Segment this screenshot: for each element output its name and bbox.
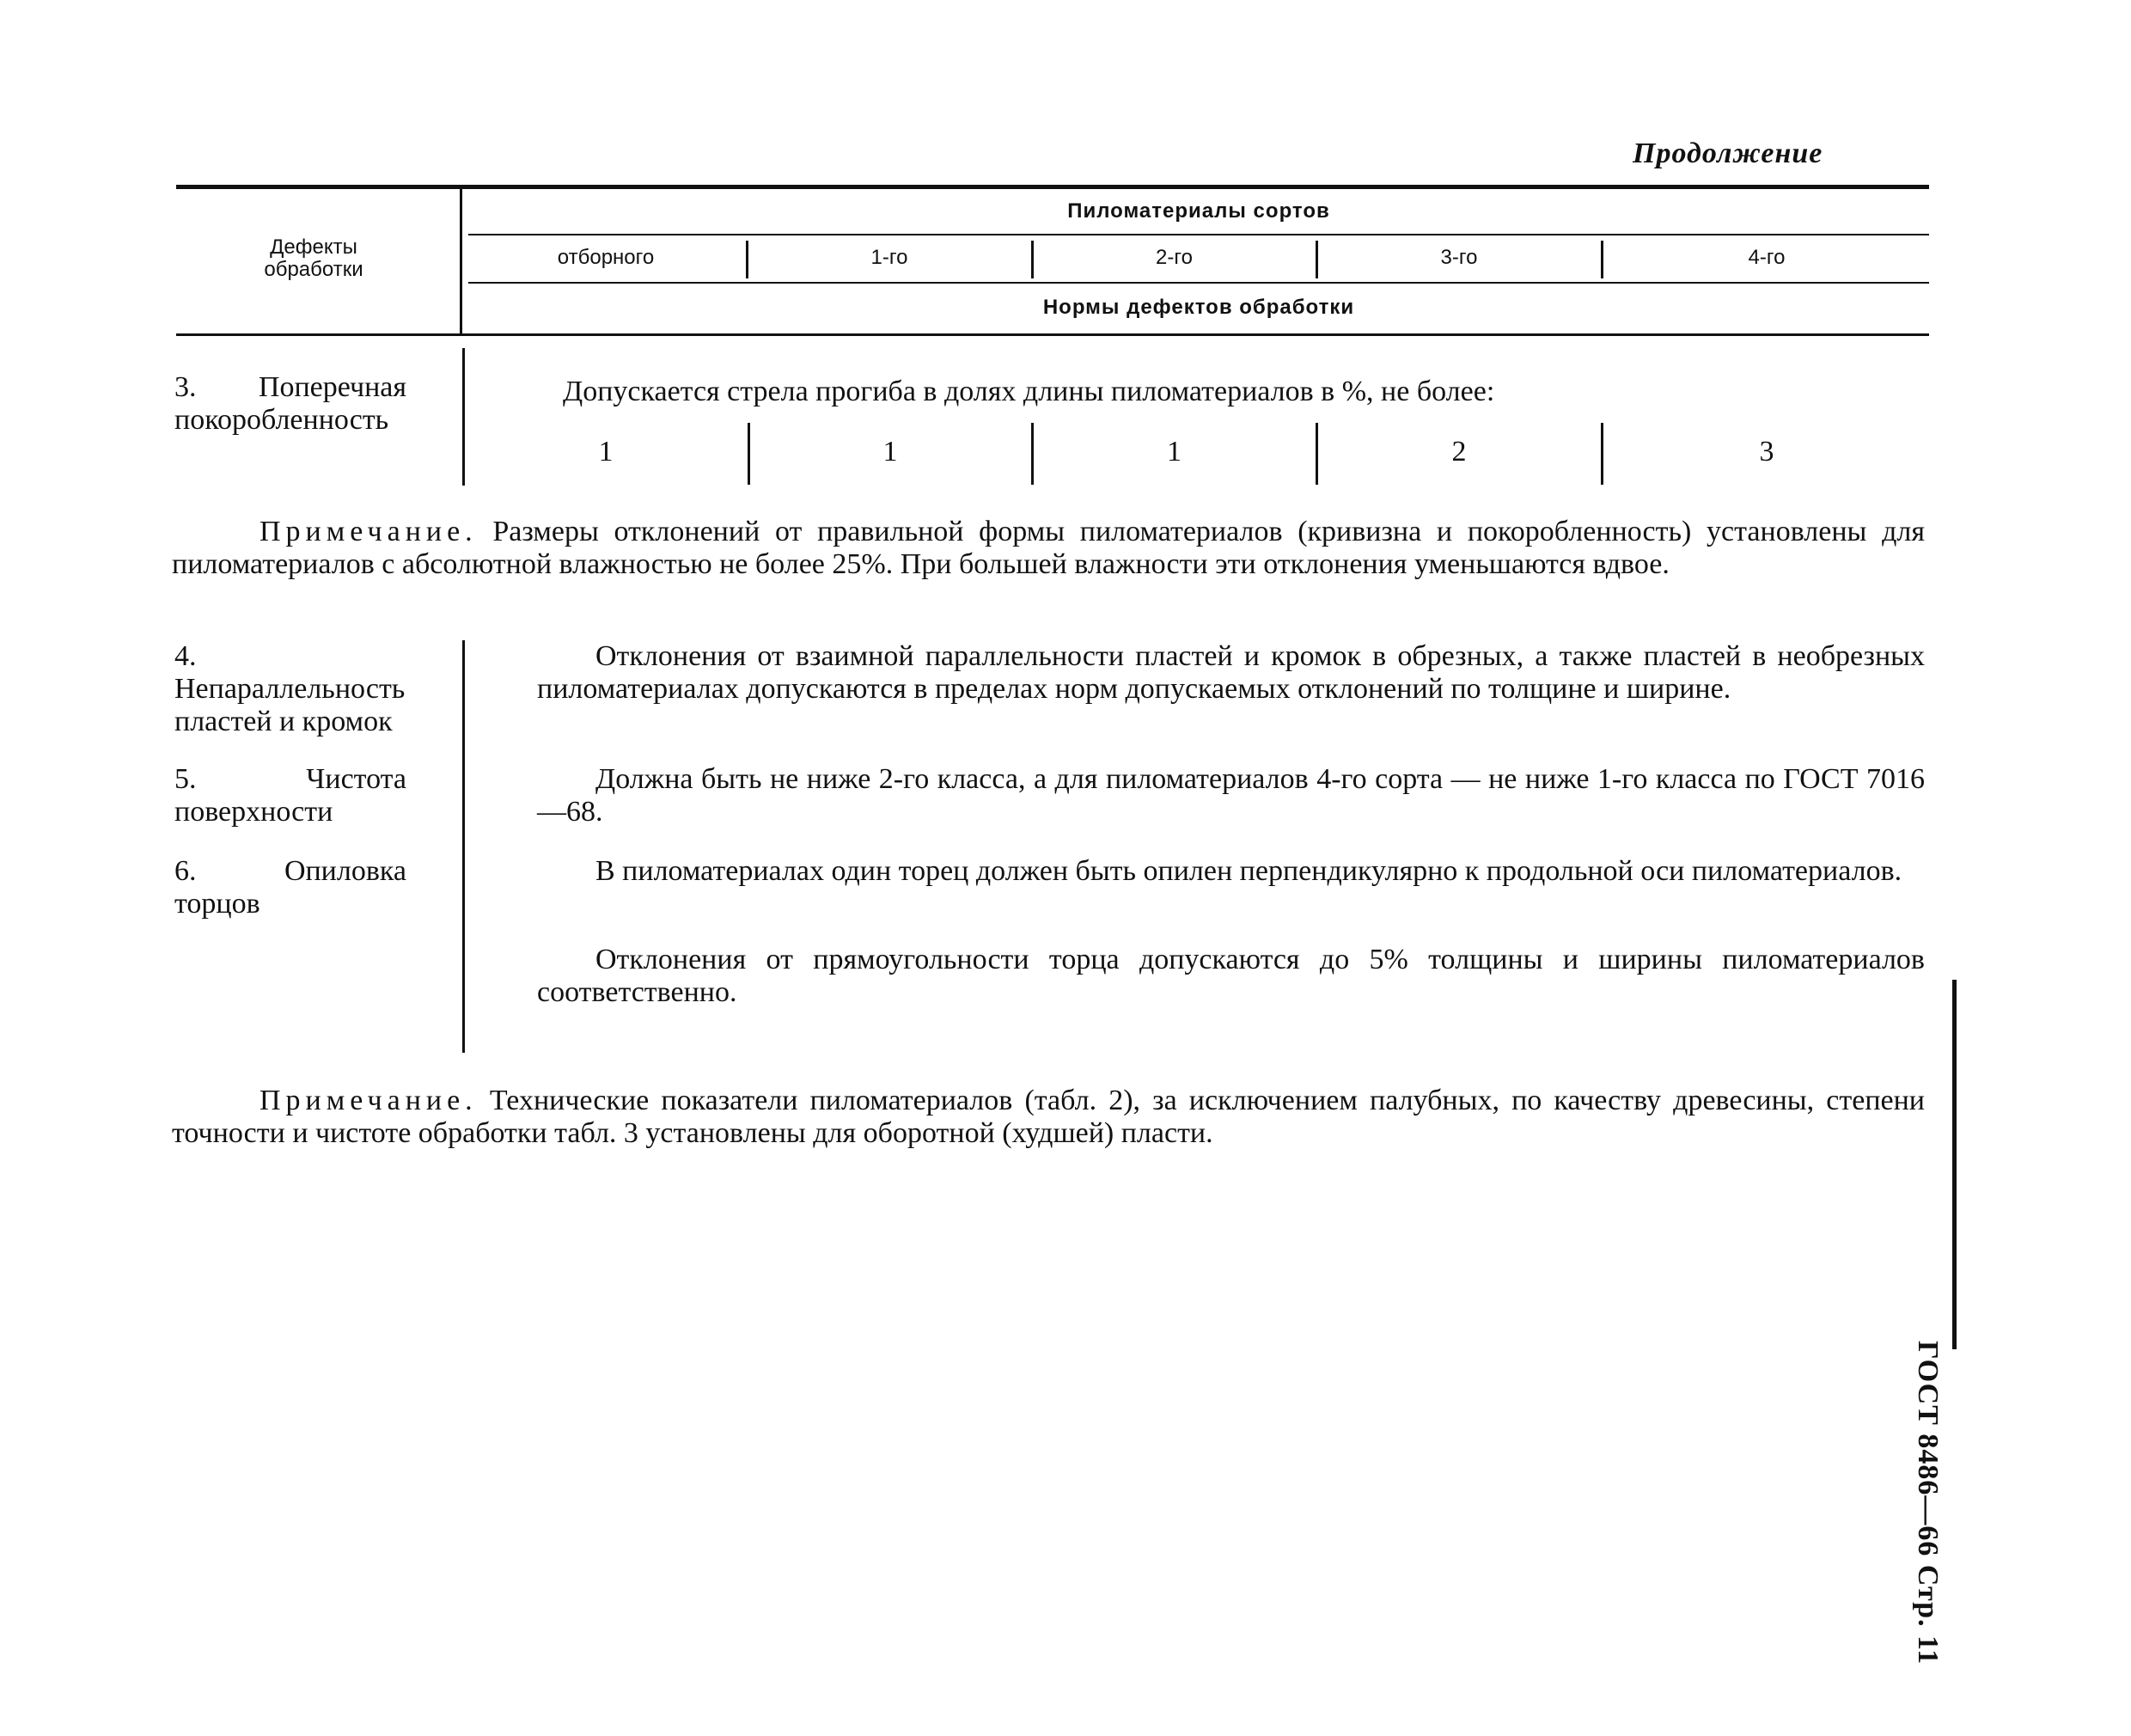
row6-text-2: Отклонения от прямоугольности торца допускаются до 5% толщины и ширины пиломатериалов соответственно. [537,944,1925,1008]
row3-value: 1 [1167,436,1182,468]
grade-header: 2-го [1156,246,1193,269]
col-defects-header: Дефекты обработки [264,235,363,281]
grade-divider [746,241,748,278]
group-underline [468,234,1929,235]
note-1-lead: Примечание. [260,516,478,547]
row3-divider [462,348,465,486]
rows-divider [462,640,465,1053]
row4-defect: 4. Непараллельность пластей и кромок [174,640,406,737]
row3-value: 2 [1451,436,1467,468]
grade-header: 1-го [870,246,908,269]
grade-divider [1031,241,1034,278]
row3-value: 1 [882,436,898,468]
grades-underline [468,282,1929,284]
note-2-lead: Примечание. [260,1085,478,1116]
side-running-label: ГОСТ 8486—66 Стр. 11 [1912,1341,1944,1666]
row3-value-divider [1601,423,1603,485]
row3-defect: 3. Поперечная покоробленность [174,371,406,436]
note-2 [172,1085,1925,1150]
row3-value-divider [1031,423,1034,485]
row3-value: 1 [598,436,614,468]
table-header-divider [460,189,462,335]
grade-header: отборного [557,246,655,269]
note-1-text: Размеры отклонений от правильной формы пиломатериалов (кривизна и покоробленность) установлены для пиломатериалов с абсолютной влажностью не более 25%. При большей влажности эти отклонения уменьшаются вдвое. [172,516,1925,580]
group-header: Пиломатериалы сортов [1067,199,1330,223]
row4-text: Отклонения от взаимной параллельности пластей и кромок в обрезных, а также пластей в необрезных пиломатериалах допускаются в пределах норм допускаемых отклонений по толщине и ширине. [537,640,1925,705]
row3-value-divider [1316,423,1318,485]
note-2-text: Технические показатели пиломатериалов (табл. 2), за исключением палубных, по качеству древесины, степени точности и чистоте обработки табл. 3 установлены для оборотной (худшей) пласти. [172,1085,1926,1149]
table-header-bottom-rule [176,333,1929,336]
row3-value-divider [748,423,750,485]
continuation-label: Продолжение [1633,138,1823,169]
row3-value: 3 [1759,436,1774,468]
row5-defect: 5. Чистота поверхности [174,763,406,828]
side-rule [1952,980,1957,1349]
row6-defect: 6. Опиловка торцов [174,855,406,920]
row6-text: В пиломатериалах один торец должен быть опилен перпендикулярно к продольной оси пиломатериалов. [595,855,1902,887]
table-top-rule [176,185,1929,189]
grade-divider [1601,241,1603,278]
grade-header: 4-го [1748,246,1786,269]
norms-header: Нормы дефектов обработки [1042,296,1355,319]
row5-text: Должна быть не ниже 2-го класса, а для пиломатериалов 4-го сорта — не ниже 1-го класса по ГОСТ 7016—68. [537,763,1925,828]
row3-statement: Допускается стрела прогиба в долях длины пиломатериалов в %, не более: [563,376,1495,407]
grade-divider [1316,241,1318,278]
grade-header: 3-го [1440,246,1478,269]
note-1 [172,516,1925,581]
